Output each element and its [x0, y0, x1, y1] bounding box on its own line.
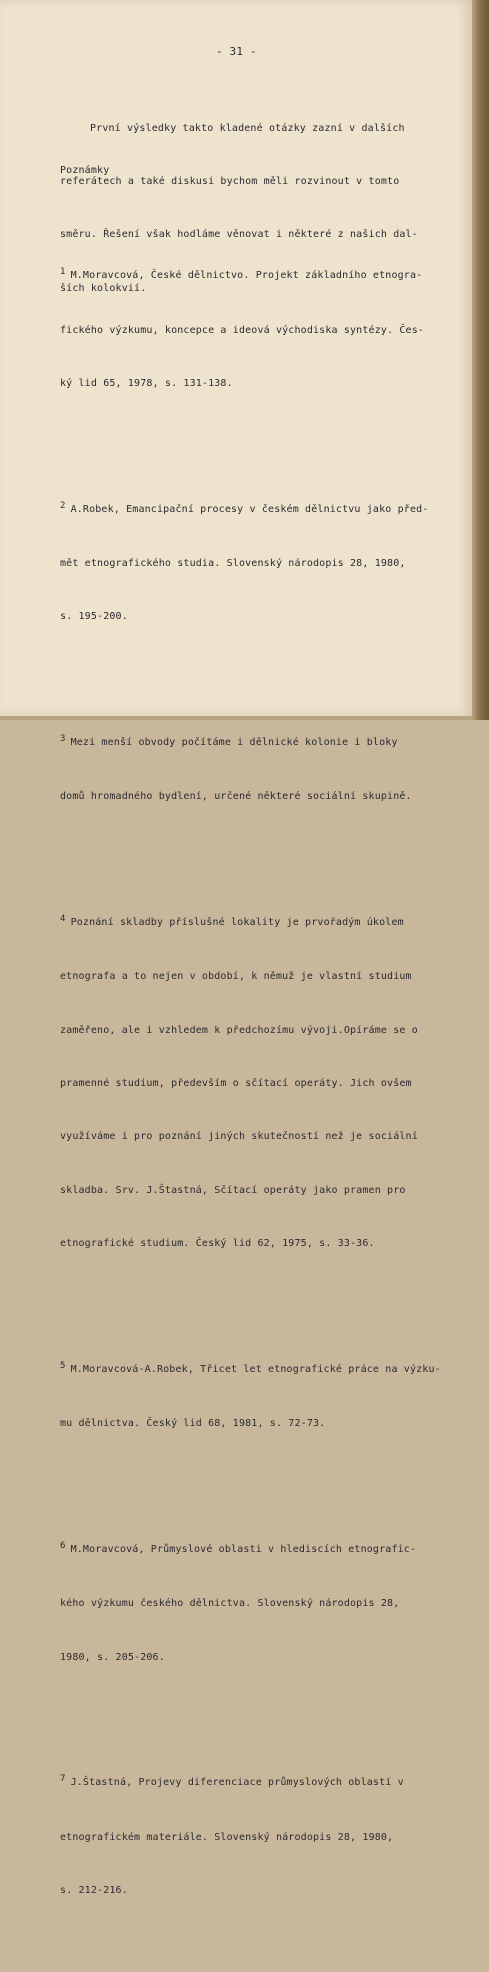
note-item	[60, 232, 441, 429]
note-text: Mezi menší obvody počítáme i dělnické kolonie i bloky	[70, 736, 398, 748]
notes-list	[60, 196, 441, 1972]
page-bottom-edge	[0, 716, 472, 720]
note-text: M.Moravcová-A.Robek, Třicet let etnografické práce na výzku-	[70, 1363, 441, 1375]
note-text: M.Moravcová, Průmyslové oblasti v hlediscích etnografic-	[70, 1543, 417, 1555]
note-text: mu dělnictva. Český lid 68, 1981, s. 72-73.	[60, 1418, 326, 1430]
intro-line: ších kolokvií.	[60, 282, 147, 294]
note-item	[60, 1739, 441, 1936]
note-number: 7	[60, 1774, 66, 1785]
note-number: 3	[60, 733, 66, 744]
note-text: zaměřeno, ale i vzhledem k předchozímu vývoji.Opíráme se o	[60, 1024, 418, 1036]
note-item	[60, 465, 441, 662]
note-text: kého výzkumu českého dělnictva. Slovenský národopis 28,	[60, 1598, 400, 1610]
note-text: 1980, s. 205-206.	[60, 1651, 165, 1663]
note-text: s. 195-200.	[60, 611, 128, 623]
note-text: etnografickém materiále. Slovenský národopis 28, 1980,	[60, 1831, 394, 1843]
note-item	[60, 878, 441, 1288]
note-number: 6	[60, 1540, 66, 1551]
note-text: ký lid 65, 1978, s. 131-138.	[60, 377, 233, 389]
note-text: skladba. Srv. J.Štastná, Sčítací operáty jako pramen pro	[60, 1184, 406, 1196]
note-item	[60, 1505, 441, 1702]
note-text: pramenné studium, především o sčítací operáty. Jich ovšem	[60, 1078, 412, 1090]
note-number: 1	[60, 267, 66, 278]
note-text: domů hromadného bydlení, určené některé sociální skupině.	[60, 791, 412, 803]
notes-heading: Poznámky	[60, 165, 110, 176]
intro-line: směru. Řešení však hodláme věnovat i některé z našich dal-	[60, 229, 418, 241]
note-text: s. 212-216.	[60, 1884, 128, 1896]
note-text: A.Robek, Emancipační procesy v českém dělnictvu jako před-	[70, 503, 429, 515]
note-text: J.Štastná, Projevy diferenciace průmyslových oblastí v	[70, 1777, 404, 1789]
note-number: 4	[60, 913, 66, 924]
note-text: mět etnografického studia. Slovenský národopis 28, 1980,	[60, 557, 406, 569]
note-text: fického výzkumu, koncepce a ideová východiska syntézy. Čes-	[60, 324, 425, 336]
page-number: - 31 -	[216, 45, 257, 58]
note-text: M.Moravcová, České dělnictvo. Projekt základního etnogra-	[70, 270, 423, 282]
note-item	[60, 1325, 441, 1468]
note-text: etnografa a to nejen v období, k němuž je vlastní studium	[60, 971, 412, 983]
note-text: Poznání skladby příslušné lokality je prvořadým úkolem	[70, 916, 404, 928]
note-text: etnografické studium. Český lid 62, 1975, s. 33-36.	[60, 1238, 375, 1250]
note-number: 5	[60, 1360, 66, 1371]
intro-line: referátech a také diskusi bychom měli rozvinout v tomto	[60, 175, 400, 187]
note-number: 2	[60, 500, 66, 511]
book-spine	[472, 0, 489, 720]
note-text: využíváme i pro poznání jiných skutečností než je sociální	[60, 1131, 418, 1143]
intro-line: První výsledky takto kladené otázky zazní v dalších	[90, 122, 405, 134]
